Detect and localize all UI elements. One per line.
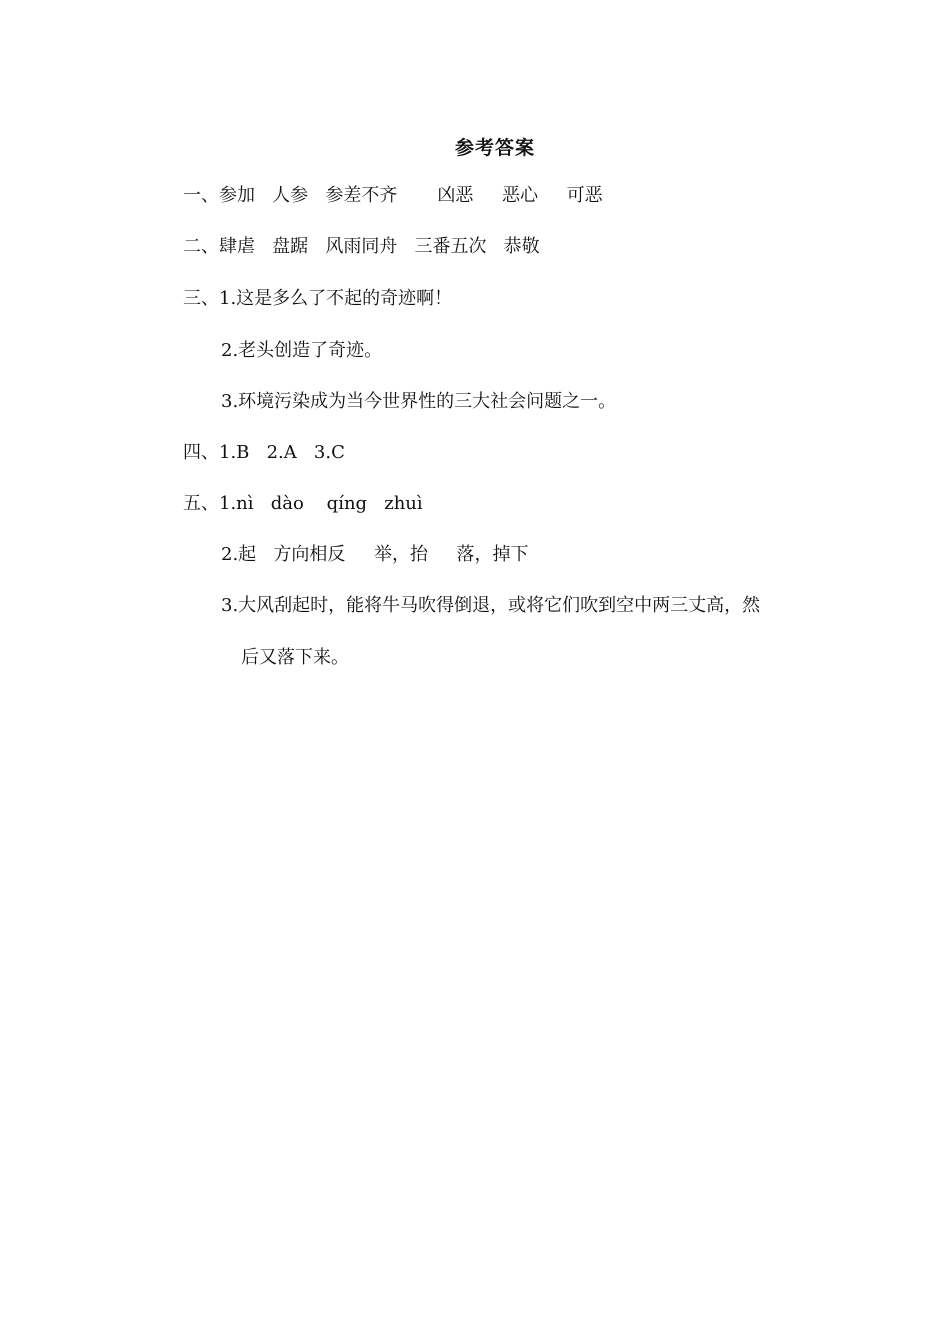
answer-section-3-item-2: 2.老头创造了奇迹。: [221, 340, 383, 361]
answer-section-5-item-2: 2.起 方向相反 举，抬 落，掉下: [221, 544, 529, 565]
answer-section-5-item-1: 五、1.nì dào qíng zhuì: [183, 493, 423, 514]
page-title: 参考答案: [454, 137, 535, 159]
answer-section-5-item-3-continued: 后又落下来。: [241, 647, 349, 668]
answer-section-3-item-1: 三、1.这是多么了不起的奇迹啊！: [183, 288, 453, 309]
answer-section-4: 四、1.B 2.A 3.C: [183, 442, 345, 463]
answer-section-5-item-3: 3.大风刮起时，能将牛马吹得倒退，或将它们吹到空中两三丈高，然: [221, 595, 761, 616]
answer-section-2: 二、肆虐 盘踞 风雨同舟 三番五次 恭敬: [183, 236, 540, 257]
answer-section-1: 一、参加 人参 参差不齐 凶恶 恶心 可恶: [183, 185, 603, 206]
answer-section-3-item-3: 3.环境污染成为当今世界性的三大社会问题之一。: [221, 391, 617, 412]
